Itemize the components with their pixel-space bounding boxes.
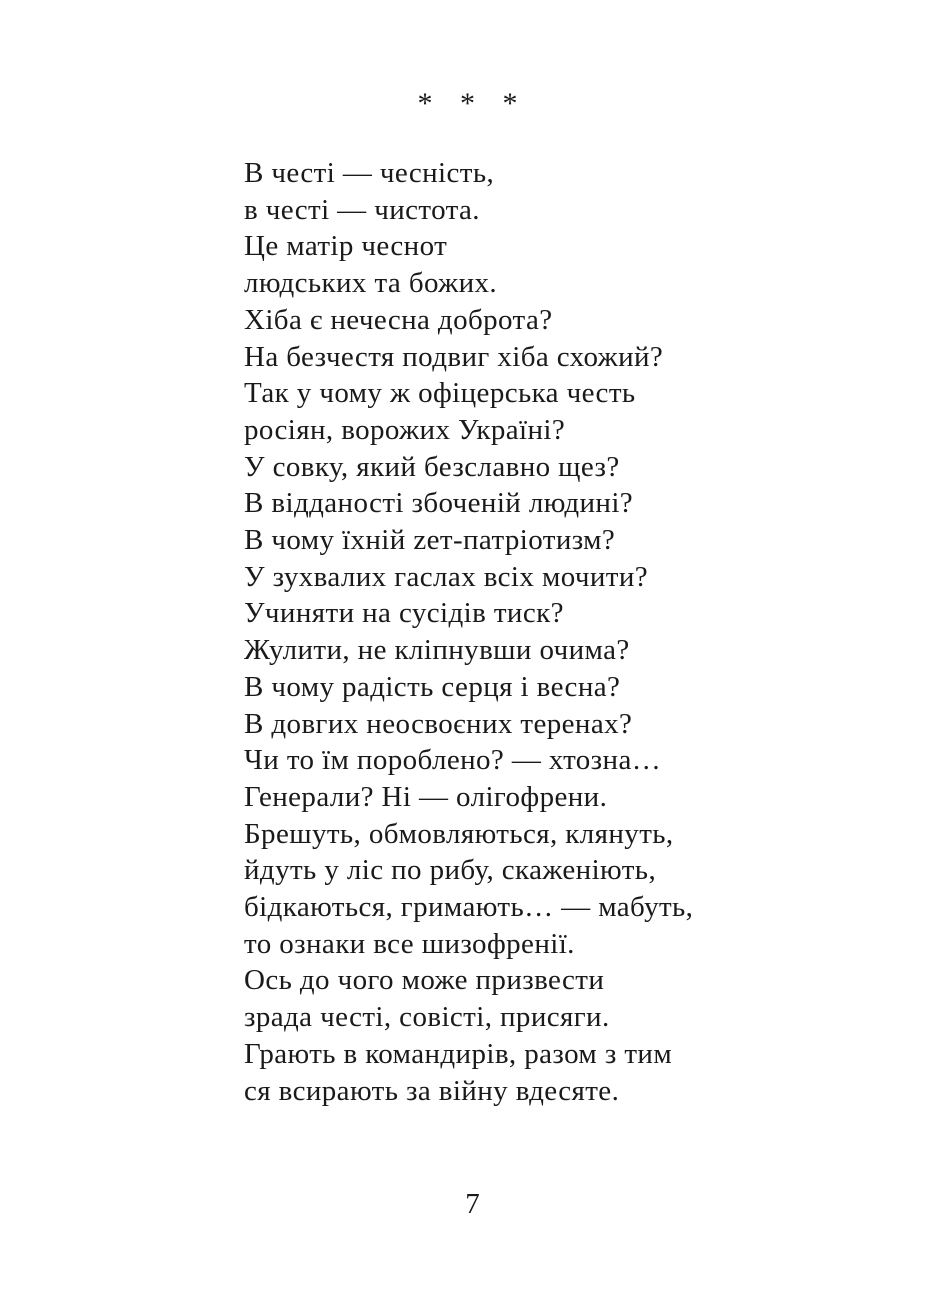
- poem-line: Жулити, не кліпнувши очима?: [244, 634, 630, 667]
- poem-line: росіян, ворожих Україні?: [244, 413, 566, 446]
- poem-line: У совку, який безславно щез?: [244, 450, 620, 483]
- poem-line: На безчестя подвиг хіба схожий?: [244, 340, 664, 373]
- poem-line: зрада честі, совісті, присяги.: [244, 1001, 610, 1034]
- poem-line: Так у чому ж офіцерська честь: [244, 377, 636, 410]
- poem-line: Чи то їм пороблено? — хтозна…: [244, 744, 662, 777]
- poem-line: то ознаки все шизофренії.: [244, 927, 575, 960]
- poem-line: в честі — чистота.: [244, 193, 480, 226]
- poem-line: Брешуть, обмовляються, клянуть,: [244, 817, 674, 850]
- poem-line: В честі — чесність,: [244, 157, 495, 189]
- poem-line: людських та божих.: [244, 267, 498, 300]
- poem-line: В довгих неосвоєних теренах?: [244, 707, 633, 740]
- poem-line: Це матір чеснот: [244, 230, 448, 263]
- page-number: 7: [465, 1188, 480, 1220]
- poem-line: В чому радість серця і весна?: [244, 670, 621, 703]
- section-divider-asterisks: * * *: [417, 87, 528, 120]
- poem-line: Ось до чого може призвести: [244, 964, 605, 997]
- poem-line: В чому їхній zет-патріотизм?: [244, 524, 616, 557]
- poem-line: Хіба є нечесна доброта?: [244, 303, 553, 336]
- poem-line: У зухвалих гаслах всіх мочити?: [244, 560, 649, 593]
- poem-line: Учиняти на сусідів тиск?: [244, 597, 564, 630]
- poem-text: [244, 155, 693, 1109]
- poem-line: В відданості збоченій людині?: [244, 487, 634, 520]
- poem-line: Генерали? Ні — олігофрени.: [244, 780, 608, 813]
- poem-line: Грають в командирів, разом з тим: [244, 1037, 673, 1070]
- poem-line: йдуть у ліс по рибу, скаженіють,: [244, 854, 657, 887]
- poem-line: ся всирають за війну вдесяте.: [244, 1074, 620, 1107]
- poem-line: бідкаються, гримають… — мабуть,: [244, 891, 694, 924]
